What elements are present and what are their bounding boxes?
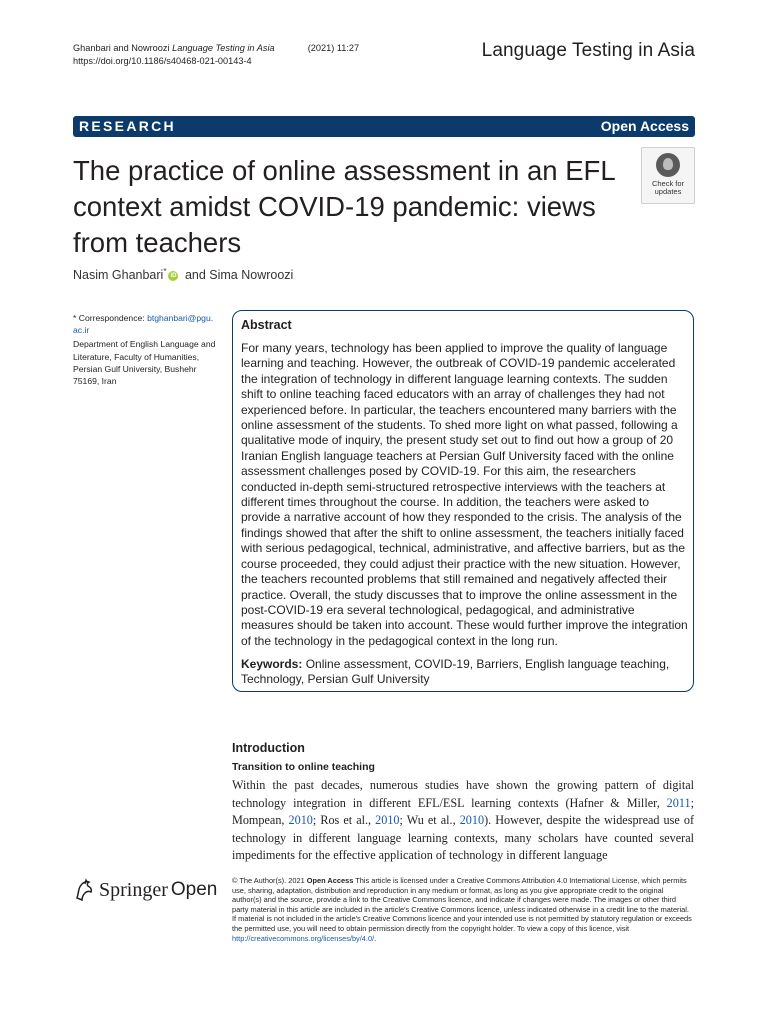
section-heading-introduction: Introduction — [232, 741, 305, 755]
license-open-access: Open Access — [306, 876, 354, 885]
abstract-heading: Abstract — [241, 318, 292, 332]
keywords-label: Keywords: — [241, 657, 303, 671]
springer-horse-icon — [73, 878, 95, 902]
header-doi-link[interactable]: https://doi.org/10.1186/s40468-021-00143-4 — [73, 56, 252, 66]
citation-header — [73, 42, 359, 68]
article-type-label: RESEARCH — [79, 118, 176, 134]
logo-open-text: Open — [170, 879, 218, 900]
citation-link[interactable]: 2010 — [288, 813, 313, 827]
subsection-heading: Transition to online teaching — [232, 761, 375, 773]
article-title: The practice of online assessment in an EFL context amidst COVID-19 pandemic: views from teachers — [73, 155, 615, 258]
intro-paragraph: Within the past decades, numerous studies have shown the growing pattern of digital technology integration in different EFL/ESL learning contexts (Hafner & Miller, 2011; Mompean, 2010; Ros et al., 2010; Wu et al., 2010). However, despite the widespread use of technology in different language learning contexts, many scholars have counted several impediments for the effective application of technology in different language — [232, 778, 695, 862]
citation-link[interactable]: 2010 — [459, 813, 485, 827]
open-access-label: Open Access — [600, 118, 689, 134]
abstract-text: For many years, technology has been applied to improve the quality of language learning and teaching. However, the outbreak of COVID-19 pandemic accelerated the integration of technology in different language learning contexts. The sudden shift to online teaching faced educators with an array of challenges they had not experienced before. In particular, the teachers encountered many barriers with the online assessment of the students. To shed more light on what passed, following a qualitative mode of inquiry, the present study set out to find out how a group of 20 Iranian English language teachers at Persian Gulf University faced with the online assessment challenges posed by COVID-19. For this aim, the researchers conducted in-depth semi-structured retrospective interviews with the teachers at different times throughout the course. In addition, the teachers were asked to provide a narrative account of how they responded to the crisis. The analysis of the findings showed that after the shift to online assessment, the teachers initially faced with serious pedagogical, technical, administrative, and affective barriers, but as the course proceeded, they could adjust their practice with the new situation. However, the teachers recounted problems that still remained and negatively affected their practice. Overall, the study discusses that to improve the online assessment in the post-COVID-19 era several technological, pedagogical, and administrative measures should be taken into account. These would further improve the integration of the technology in the pedagogical context in the long run. — [241, 341, 688, 648]
header-journal-italic: Language Testing in Asia — [172, 43, 275, 53]
correspondence-email-link-cont[interactable]: ac.ir — [73, 325, 90, 336]
keywords-list: Online assessment, COVID-19, Barriers, English language teaching, Technology, Persian Gulf University — [241, 657, 670, 687]
journal-name: Language Testing in Asia — [481, 40, 695, 61]
check-for-updates-button[interactable] — [641, 147, 695, 204]
check-for-updates-icon — [656, 153, 680, 177]
correspondence-block — [73, 312, 221, 389]
author-conjunction: and — [184, 268, 206, 283]
abstract-box — [232, 310, 694, 692]
header-volume: (2021) 11:27 — [307, 43, 360, 53]
springer-open-logo[interactable] — [73, 876, 217, 904]
logo-springer-text: Springer — [99, 878, 168, 901]
corresponding-marker: * — [163, 267, 167, 276]
check-badge-line2: updates — [654, 187, 682, 196]
author-list — [73, 267, 293, 282]
article-type-banner — [73, 116, 695, 137]
license-url-link[interactable]: http://creativecommons.org/licenses/by/4.0/ — [232, 933, 375, 943]
keywords — [241, 657, 690, 688]
header-authors: Ghanbari and Nowroozi — [73, 43, 170, 53]
license-statement: © The Author(s). 2021 Open Access This article is licensed under a Creative Commons Attribution 4.0 International License, which permits use, sharing, adaptation, distribution and reproduction in any medium or format, as long as you give appropriate credit to the original author(s) and the source, provide a link to the Creative Commons licence, and indicate if changes were made. The images or other third party material in this article are included in the article's Creative Commons licence, unless indicated otherwise in a credit line to the material. If material is not included in the article's Creative Commons licence and your intended use is not permitted by statutory regulation or exceeds the permitted use, you will need to obtain permission directly from the copyright holder. To view a copy of this licence, visit http://creativecommons.org/licenses/by/4.0/. — [232, 876, 692, 943]
correspondence-email-link[interactable]: btghanbari@pgu. — [147, 313, 214, 323]
author-name-2[interactable]: Sima Nowroozi — [209, 268, 294, 283]
affiliation: Department of English Language and Literature, Faculty of Humanities, Persian Gulf University, Bushehr 75169, Iran — [73, 339, 216, 387]
author-name-1[interactable]: Nasim Ghanbari — [73, 268, 164, 283]
orcid-icon[interactable]: iD — [170, 272, 177, 279]
check-badge-line1: Check for — [651, 179, 685, 188]
citation-link[interactable]: 2010 — [375, 813, 400, 827]
citation-link[interactable]: 2011 — [666, 795, 691, 810]
correspondence-label: * Correspondence: — [73, 313, 145, 323]
